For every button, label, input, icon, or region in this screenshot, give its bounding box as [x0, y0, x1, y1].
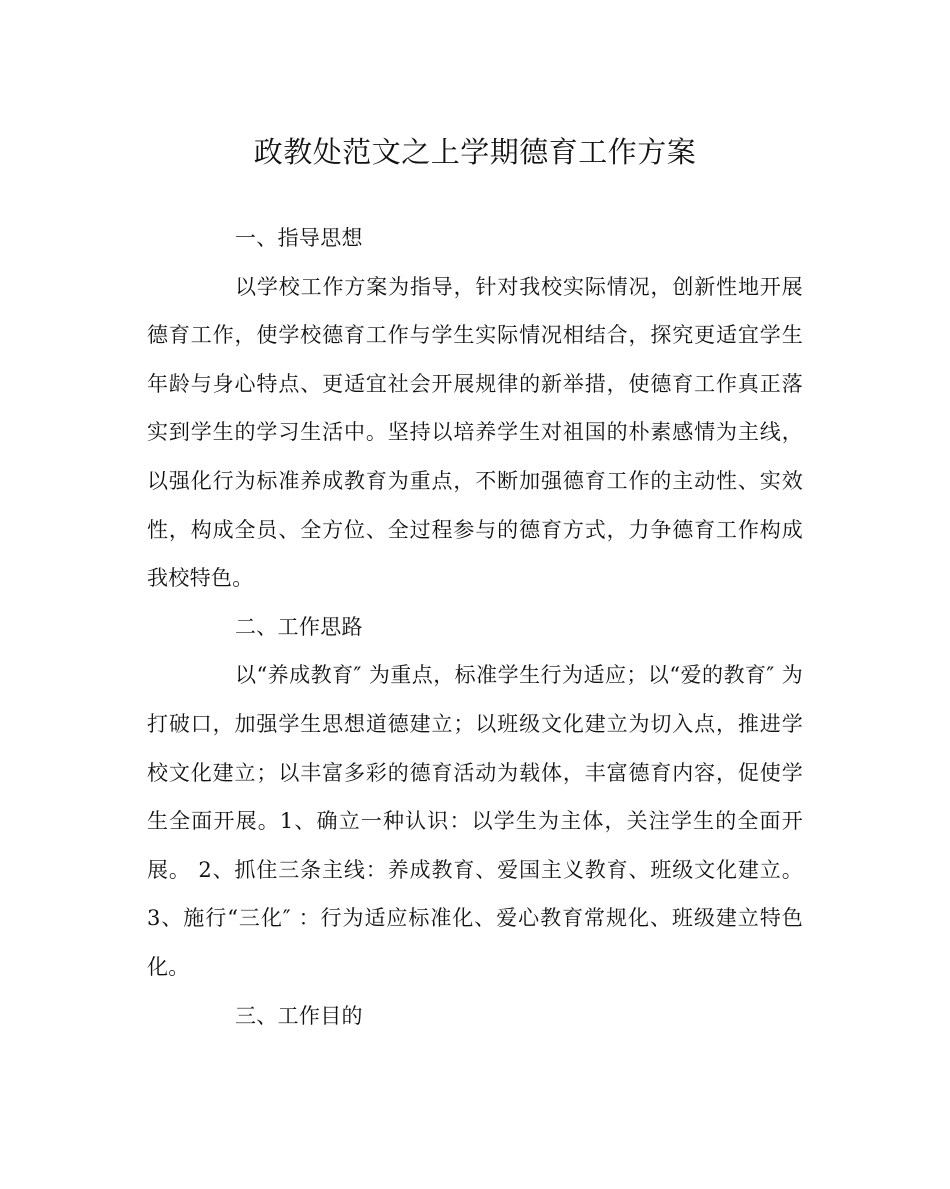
section-body-work-approach: 以“养成教育″ 为重点，标准学生行为适应；以“爱的教育″ 为打破口，加强学生思想道德建立；以班级文化建立为切入点，推进学校文化建立；以丰富多彩的德育活动为载体，丰富德育内容，促使学生全面开展。1、确立一种认识：以学生为主体，关注学生的全面开展。 2、抓住三条主线：养成教育、爱国主义教育、班级文化建立。 3、施行“三化″ ：行为适应标准化、爱心教育常规化、班级建立特色化。	[147, 663, 803, 979]
section-heading-work-goals: 三、工作目的	[235, 1003, 363, 1028]
section-body-guiding-ideology: 以学校工作方案为指导，针对我校实际情况，创新性地开展德育工作，使学校德育工作与学生实际情况相结合，探究更适宜学生年龄与身心特点、更适宜社会开展规律的新举措，使德育工作真正落实到学生的学习生活中。坚持以培养学生对祖国的朴素感情为主线，以强化行为标准养成教育为重点，不断加强德育工作的主动性、实效性，构成全员、全方位、全过程参与的德育方式，力争德育工作构成我校特色。	[147, 274, 803, 591]
section-heading-work-approach: 二、工作思路	[235, 614, 363, 639]
document-body	[147, 214, 803, 1040]
section-heading-guiding-ideology: 一、指导思想	[235, 226, 363, 250]
document-title: 政教处范文之上学期德育工作方案	[253, 135, 697, 169]
